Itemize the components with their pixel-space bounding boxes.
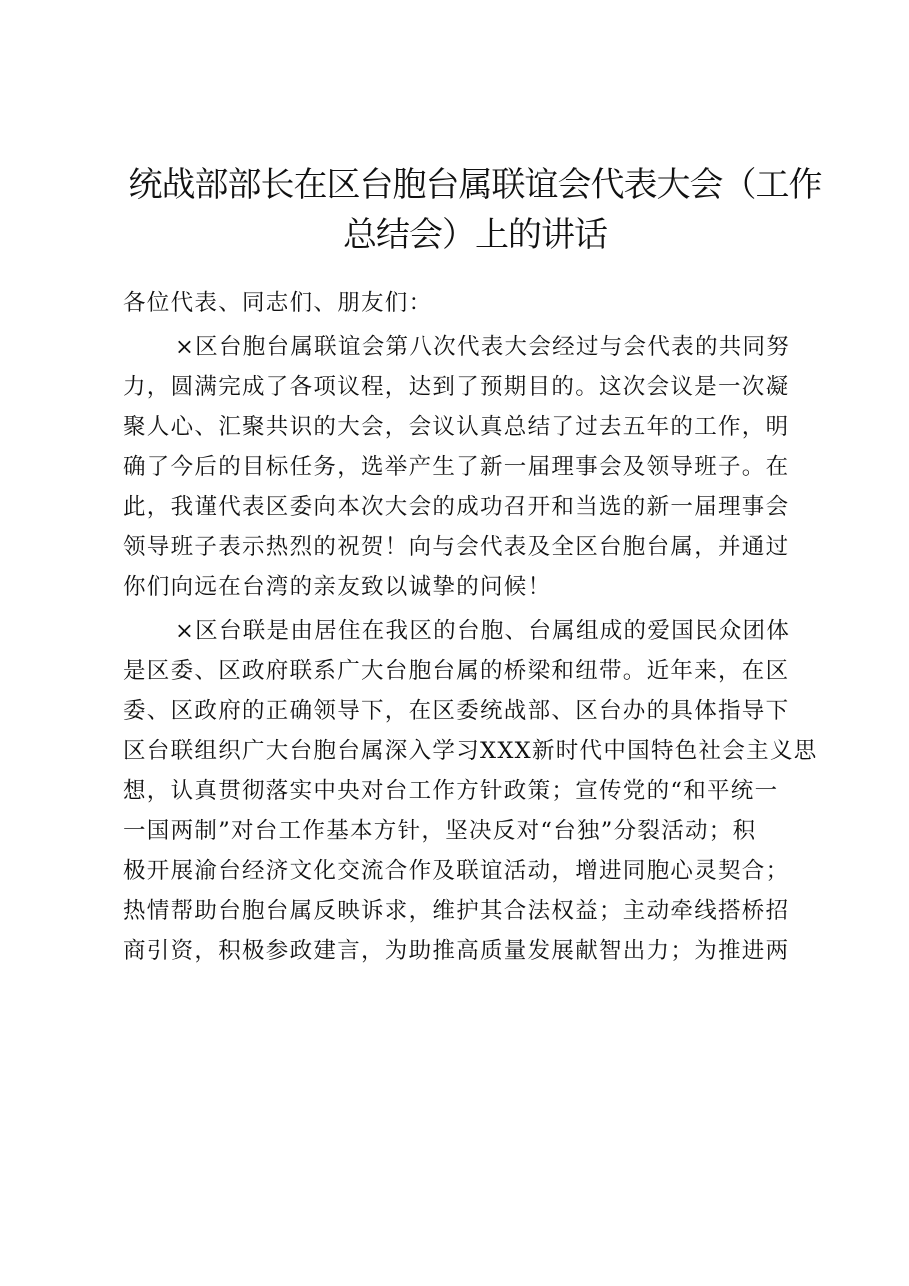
paragraph-line: 确了今后的目标任务，选举产生了新一届理事会及领导班子。在 [123,454,790,480]
paragraph-line: 商引资，积极参政建言，为助推高质量发展献智出力；为推进两 [123,938,790,964]
paragraph-line: 此，我谨代表区委向本次大会的成功召开和当选的新一届理事会 [123,494,790,520]
document-title [110,160,840,260]
paragraph-line: 热情帮助台胞台属反映诉求，维护其合法权益；主动牵线搭桥招 [123,898,790,924]
paragraph-line: 领导班子表示热烈的祝贺！向与会代表及全区台胞台属，并通过 [123,534,790,560]
paragraph-line: ×区台联是由居住在我区的台胞、台属组成的爱国民众团体 [175,618,791,644]
greeting: 各位代表、同志们、朋友们： [123,290,433,316]
paragraph-line: 一国两制”对台工作基本方针，坚决反对“台独”分裂活动；积 [123,818,757,844]
title-line: 统战部部长在区台胞台属联谊会代表大会（工作 [128,165,822,205]
paragraph-line: ×区台胞台属联谊会第八次代表大会经过与会代表的共同努 [175,334,791,360]
paragraph-line: 委、区政府的正确领导下，在区委统战部、区台办的具体指导下 [123,698,790,724]
document-body [123,283,823,971]
paragraph-line: 极开展渝台经济文化交流合作及联谊活动，增进同胞心灵契合； [123,858,790,884]
paragraph-line: 想，认真贯彻落实中央对台工作方针政策；宣传党的“和平统一 [123,778,779,804]
title-line: 总结会）上的讲话 [343,215,607,255]
paragraph [123,611,823,971]
paragraph-line: 你们向远在台湾的亲友致以诚挚的问候！ [123,574,552,600]
paragraph-line: 是区委、区政府联系广大台胞台属的桥梁和纽带。近年来，在区 [123,658,790,684]
paragraph-line: 聚人心、汇聚共识的大会，会议认真总结了过去五年的工作，明 [123,414,790,440]
paragraph-line: 区台联组织广大台胞台属深入学习XXX新时代中国特色社会主义思 [123,738,818,764]
paragraph-line: 力，圆满完成了各项议程，达到了预期目的。这次会议是一次凝 [123,374,790,400]
paragraph [123,327,823,607]
